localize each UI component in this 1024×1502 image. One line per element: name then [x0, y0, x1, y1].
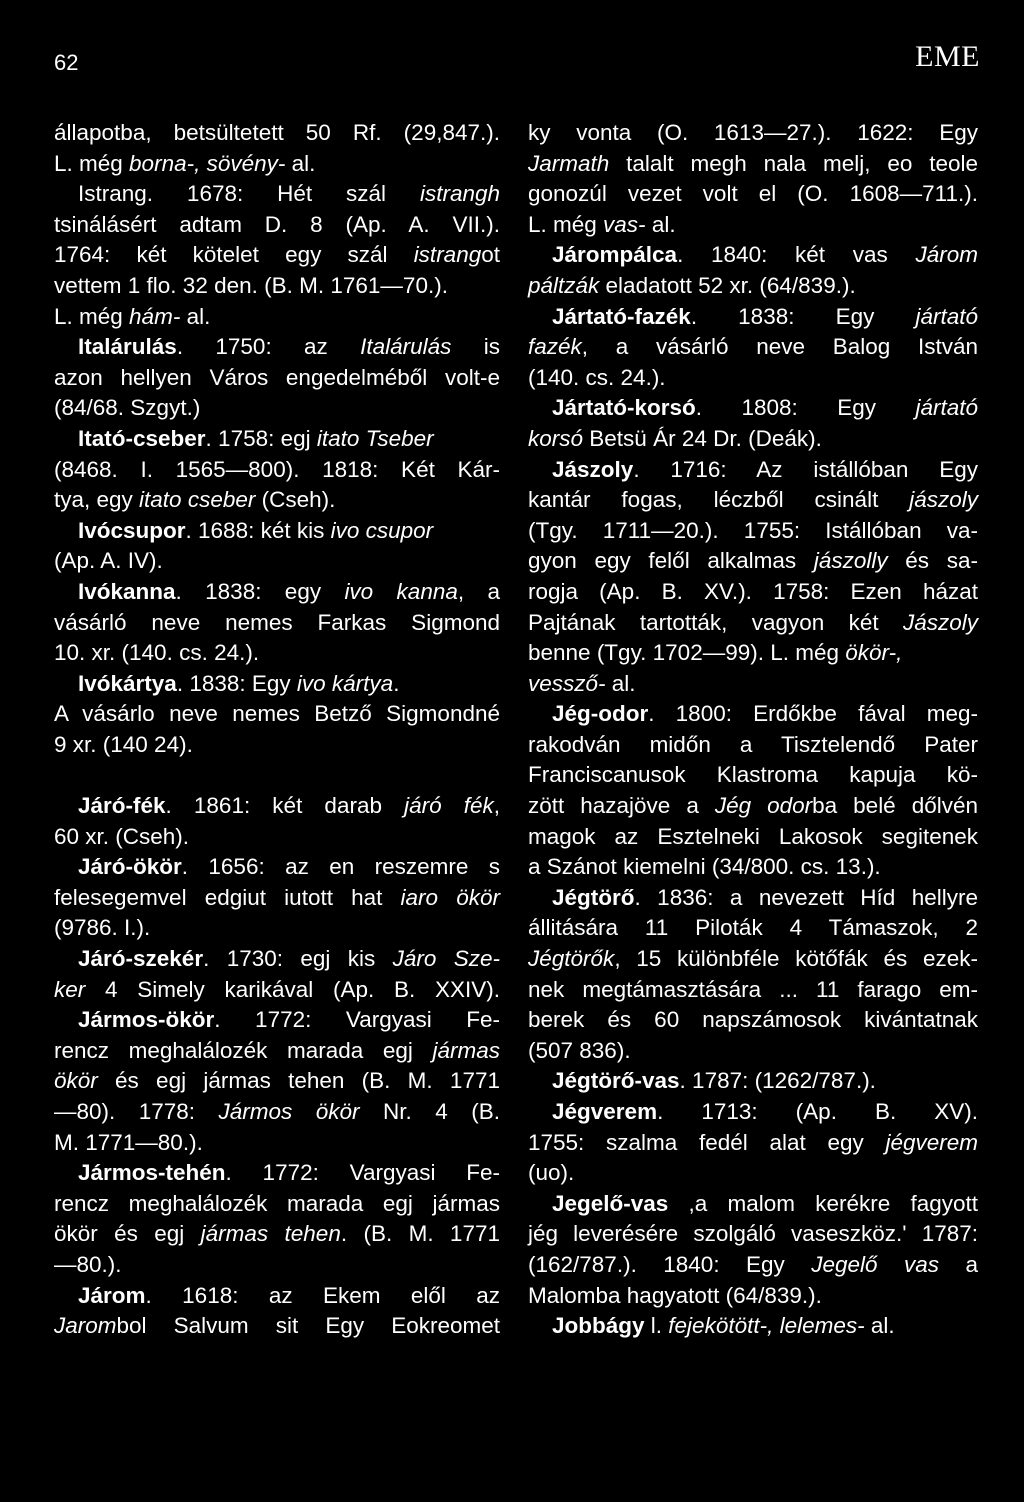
text-line: [528, 302, 978, 333]
text-segment: l.: [644, 1313, 669, 1339]
text-line: [528, 1189, 978, 1220]
entry-headword: Járompálca: [552, 242, 678, 268]
text-segment: 60 xr. (Cseh).: [54, 823, 190, 849]
text-line: [528, 455, 978, 486]
text-segment: állitására 11 Piloták 4 Támaszok, 2: [528, 915, 978, 941]
text-segment: .: [393, 670, 400, 696]
entry-headword: Jégtörő-vas: [552, 1068, 680, 1094]
text-segment: rogja (Ap. B. XV.). 1758: Ezen házat: [528, 578, 978, 604]
entry-headword: Italárulás: [78, 334, 177, 360]
italic-quote: itato cseber: [139, 487, 256, 513]
text-segment: nek megtámasztására ... 11 farago em-: [528, 976, 978, 1002]
text-segment: benne (Tgy. 1702—99). L. még: [528, 640, 846, 666]
text-line: [528, 332, 978, 363]
text-segment: zött hazajöve a: [528, 793, 715, 819]
text-line: [54, 852, 500, 883]
text-segment: , a: [457, 578, 500, 604]
text-line: [54, 393, 500, 424]
entry-headword: Járó-fék: [78, 793, 166, 819]
text-segment: . 1838: Egy: [176, 670, 297, 696]
text-line: [54, 1066, 500, 1097]
text-line: [528, 210, 978, 241]
text-line: [528, 791, 978, 822]
right-column: [528, 118, 978, 1342]
text-segment: (162/787.). 1840: Egy: [528, 1251, 812, 1277]
text-segment: (140. cs. 24.).: [528, 364, 666, 390]
page-number: 62: [54, 50, 79, 75]
text-line: [54, 975, 500, 1006]
text-segment: . 1750: az: [176, 334, 361, 360]
text-segment: gonozúl vezet volt el (O. 1608—711.).: [528, 181, 978, 207]
text-line: [54, 944, 500, 975]
text-segment: ,a malom kerékre fagyott: [668, 1190, 978, 1216]
text-line: [54, 699, 500, 730]
text-segment: 10. xr. (140. cs. 24.).: [54, 640, 260, 666]
text-segment: felesegemvel edgiut iutott hat: [54, 884, 401, 910]
entry-headword: Ivókártya: [78, 670, 177, 696]
italic-quote: Italárulás: [360, 334, 452, 360]
text-segment: L. még: [528, 211, 604, 237]
text-line: [528, 730, 978, 761]
text-line: [528, 822, 978, 853]
italic-quote: hám-: [129, 303, 181, 329]
text-line: [528, 1281, 978, 1312]
italic-quote: ökör: [54, 1068, 98, 1094]
text-line: [54, 1097, 500, 1128]
text-segment: —80). 1778:: [54, 1099, 219, 1124]
text-segment: M. 1771—80.).: [54, 1129, 203, 1155]
text-line: [54, 363, 500, 394]
text-line: [54, 913, 500, 944]
text-line: [54, 149, 500, 180]
text-segment: . 1861: két darab: [165, 793, 405, 819]
text-line: [54, 302, 500, 333]
text-line: [528, 1036, 978, 1067]
text-segment: al.: [605, 670, 636, 696]
text-segment: . 1800: Erdőkbe fával meg-: [648, 701, 978, 727]
italic-quote: fejekötött-, lelemes-: [668, 1313, 865, 1339]
text-segment: . 1716: Az istállóban Egy: [633, 456, 978, 482]
text-line: [528, 577, 978, 608]
text-segment: A vásárlo neve nemes Betző Sigmondné: [54, 701, 500, 727]
paragraph-gap: [54, 760, 500, 791]
text-line: [54, 1005, 500, 1036]
entry-headword: Járom: [78, 1282, 146, 1308]
text-segment: 1755: szalma fedél alat egy: [528, 1129, 886, 1155]
text-segment: . (B. M. 1771: [340, 1221, 500, 1247]
text-segment: . 1808: Egy: [695, 395, 916, 421]
text-line: [528, 975, 978, 1006]
text-segment: is: [451, 334, 500, 360]
text-line: [528, 1097, 978, 1128]
text-segment: ot: [481, 242, 500, 268]
text-segment: L. még: [54, 303, 130, 329]
text-segment: gyon egy felől alkalmas: [528, 548, 814, 574]
italic-quote: jártató: [915, 303, 978, 329]
italic-quote: fazék: [528, 334, 582, 360]
italic-quote: jászoly: [909, 487, 978, 513]
text-segment: jég leverésére szolgáló vaseszköz.' 1787:: [528, 1221, 978, 1247]
text-line: [528, 608, 978, 639]
entry-headword: Jégtörő: [552, 884, 635, 910]
entry-headword: Jég-odor: [552, 701, 649, 727]
text-segment: L. még: [54, 150, 130, 176]
text-line: [54, 1036, 500, 1067]
text-segment: Franciscanusok Klastroma kapuja kö-: [528, 762, 978, 788]
text-segment: berek és 60 napszámosok kivántatnak: [528, 1007, 978, 1033]
text-segment: rencz meghalálozék marada egj jármas: [54, 1190, 500, 1216]
italic-quote: ivo kanna: [344, 578, 458, 604]
text-line: [54, 1250, 500, 1281]
text-line: [54, 791, 500, 822]
text-line: [54, 608, 500, 639]
text-line: [54, 118, 500, 149]
text-line: [54, 455, 500, 486]
text-segment: (9786. I.).: [54, 915, 151, 941]
italic-quote: istrangh: [419, 181, 500, 207]
text-line: [528, 393, 978, 424]
italic-quote: Jég odor: [714, 793, 813, 819]
text-segment: 1764: két kötelet egy szál: [54, 242, 414, 268]
text-line: [54, 210, 500, 241]
text-line: [528, 149, 978, 180]
text-segment: 9 xr. (140 24).: [54, 731, 193, 757]
text-segment: és egj jármas tehen (B. M. 1771: [97, 1068, 500, 1094]
italic-quote: jártató: [915, 395, 978, 421]
text-line: [528, 699, 978, 730]
text-line: [528, 1311, 978, 1342]
text-segment: al.: [285, 150, 316, 176]
text-segment: (8468. I. 1565—800). 1818: Két Kár-: [54, 456, 500, 482]
text-segment: , a vásárló neve Balog István: [581, 334, 978, 360]
text-line: [54, 730, 500, 761]
italic-quote: Járo Sze-: [392, 946, 500, 972]
text-segment: —80.).: [54, 1251, 122, 1277]
text-line: [528, 852, 978, 883]
text-segment: azon hellyen Város engedelméből volt-e: [54, 364, 500, 390]
text-segment: rakodván midőn a Tisztelendő Pater: [528, 731, 978, 757]
text-segment: ky vonta (O. 1613—27.). 1622: Egy: [528, 120, 978, 145]
italic-quote: vessző-: [528, 670, 606, 696]
text-line: [54, 1128, 500, 1159]
text-segment: (84/68. Szgyt.): [54, 395, 201, 421]
text-segment: bol Salvum sit Egy Eokreomet: [116, 1313, 500, 1339]
text-line: [528, 669, 978, 700]
text-segment: eladatott 52 xr. (64/839.).: [599, 272, 856, 298]
text-segment: (Cseh).: [255, 487, 336, 513]
text-segment: . 1772: Vargyasi Fe-: [225, 1160, 500, 1186]
text-segment: Malomba hagyatott (64/839.).: [528, 1282, 822, 1308]
text-line: [54, 179, 500, 210]
italic-quote: járó fék: [404, 793, 494, 819]
text-segment: a: [939, 1251, 978, 1277]
text-segment: Nr. 4 (B.: [359, 1099, 500, 1124]
italic-quote: jégverem: [885, 1129, 978, 1155]
italic-quote: ivo kártya: [296, 670, 394, 696]
entry-headword: Jártató-fazék: [552, 303, 691, 329]
italic-quote: páltzák: [528, 272, 600, 298]
text-line: [54, 1311, 500, 1342]
italic-quote: korsó: [528, 425, 584, 451]
text-line: [528, 271, 978, 302]
italic-quote: Jarmath: [528, 150, 610, 176]
text-line: [54, 516, 500, 547]
italic-quote: ökör-,: [845, 640, 903, 666]
text-line: [528, 546, 978, 577]
text-line: [528, 516, 978, 547]
italic-quote: vas-: [603, 211, 646, 237]
entry-headword: Jártató-korsó: [552, 395, 696, 421]
text-line: [54, 883, 500, 914]
text-line: [528, 424, 978, 455]
italic-quote: borna-, sövény-: [129, 150, 286, 176]
text-line: [54, 485, 500, 516]
text-segment: . 1836: a nevezett Híd hellyre: [634, 884, 978, 910]
text-line: [54, 577, 500, 608]
text-segment: al.: [864, 1313, 895, 1339]
italic-quote: jármas: [432, 1037, 500, 1063]
text-line: [528, 118, 978, 149]
text-line: [528, 179, 978, 210]
text-segment: ökör és egj: [54, 1221, 201, 1247]
text-segment: Betsü Ár 24 Dr. (Deák).: [583, 425, 822, 451]
text-segment: ,: [493, 793, 500, 819]
text-segment: , 15 különbféle kötőfák és ezek-: [614, 946, 978, 972]
text-segment: rencz meghalálozék marada egj: [54, 1037, 433, 1063]
text-segment: tya, egy: [54, 487, 140, 513]
text-segment: . 1772: Vargyasi Fe-: [214, 1007, 500, 1033]
text-segment: . 1730: egj kis: [203, 946, 393, 972]
text-segment: tsinálásért adtam D. 8 (Ap. A. VII.).: [54, 211, 500, 237]
text-segment: (Tgy. 1711—20.). 1755: Istállóban va-: [528, 517, 978, 543]
text-segment: Pajtának tartották, vagyon két: [528, 609, 903, 635]
text-line: [528, 1128, 978, 1159]
entry-headword: Itató-cseber: [78, 425, 206, 451]
text-segment: talalt megh nala melj, eo teole: [609, 150, 978, 176]
text-segment: al.: [645, 211, 676, 237]
italic-quote: Jármos ökör: [218, 1099, 360, 1124]
italic-quote: ker: [54, 976, 86, 1002]
text-segment: (Ap. A. IV).: [54, 548, 163, 574]
text-line: [54, 1158, 500, 1189]
italic-quote: ivo csupor: [330, 517, 434, 543]
text-segment: . 1618: az Ekem elől az: [145, 1282, 500, 1308]
entry-headword: Jármos-tehén: [78, 1160, 226, 1186]
running-head: EME: [915, 40, 980, 73]
text-segment: . 1838: egy: [175, 578, 345, 604]
text-segment: ba belé dőlvén: [812, 793, 978, 819]
entry-headword: Jégverem: [552, 1099, 658, 1124]
text-line: [54, 271, 500, 302]
text-segment: . 1787: (1262/787.).: [679, 1068, 876, 1094]
entry-headword: Járó-ökör: [78, 854, 182, 880]
text-segment: . 1840: két vas: [677, 242, 916, 268]
text-segment: vásárló neve nemes Farkas Sigmond: [54, 609, 500, 635]
text-line: [54, 638, 500, 669]
text-line: [54, 1189, 500, 1220]
text-line: [528, 363, 978, 394]
entry-headword: Jármos-ökör: [78, 1007, 215, 1033]
italic-quote: Jégtörők: [528, 946, 615, 972]
text-line: [54, 822, 500, 853]
text-line: [54, 240, 500, 271]
entry-headword: Jegelő-vas: [552, 1190, 669, 1216]
text-segment: . 1688: két kis: [185, 517, 331, 543]
italic-quote: istrang: [413, 242, 482, 268]
text-line: [528, 883, 978, 914]
italic-quote: Jarom: [54, 1313, 117, 1339]
italic-quote: Jegelő vas: [811, 1251, 940, 1277]
text-line: [528, 1158, 978, 1189]
entry-headword: Járó-szekér: [78, 946, 204, 972]
text-segment: . 1758: egj: [205, 425, 317, 451]
text-line: [54, 546, 500, 577]
text-line: [528, 760, 978, 791]
italic-quote: Járom: [915, 242, 978, 268]
text-line: [54, 669, 500, 700]
entry-headword: Jászoly: [552, 456, 634, 482]
text-line: [528, 1219, 978, 1250]
italic-quote: jármas tehen: [200, 1221, 341, 1247]
text-line: [528, 913, 978, 944]
text-line: [54, 1281, 500, 1312]
text-segment: . 1838: Egy: [690, 303, 916, 329]
text-segment: (507 836).: [528, 1037, 631, 1063]
text-segment: 4 Simely karikával (Ap. B. XXIV).: [85, 976, 500, 1002]
text-line: [528, 240, 978, 271]
text-line: [528, 638, 978, 669]
text-segment: . 1656: az en reszemre s: [181, 854, 500, 880]
text-line: [528, 944, 978, 975]
text-segment: kantár fogas, léczből csinált: [528, 487, 910, 513]
text-segment: vettem 1 flo. 32 den. (B. M. 1761—70.).: [54, 272, 448, 298]
text-segment: (uo).: [528, 1160, 575, 1186]
text-line: [528, 1066, 978, 1097]
italic-quote: jászolly: [813, 548, 888, 574]
text-line: [528, 1005, 978, 1036]
text-line: [54, 1219, 500, 1250]
text-line: [528, 485, 978, 516]
entry-headword: Jobbágy: [552, 1313, 645, 1339]
text-line: [54, 332, 500, 363]
text-segment: állapotba, betsültetett 50 Rf. (29,847.).: [54, 120, 500, 145]
entry-headword: Ivócsupor: [78, 517, 186, 543]
italic-quote: iaro ökör: [400, 884, 500, 910]
text-segment: al.: [180, 303, 211, 329]
italic-quote: Jászoly: [902, 609, 978, 635]
text-segment: . 1713: (Ap. B. XV).: [657, 1099, 978, 1124]
text-line: [528, 1250, 978, 1281]
text-line: [54, 424, 500, 455]
entry-headword: Ivókanna: [78, 578, 176, 604]
italic-quote: itato Tseber: [316, 425, 434, 451]
text-segment: a Szánot kiemelni (34/800. cs. 13.).: [528, 854, 881, 880]
text-segment: és sa-: [887, 548, 978, 574]
left-column: [54, 118, 500, 1342]
text-segment: Istrang. 1678: Hét szál: [78, 181, 420, 207]
text-segment: magok az Esztelneki Lakosok segitenek: [528, 823, 978, 849]
